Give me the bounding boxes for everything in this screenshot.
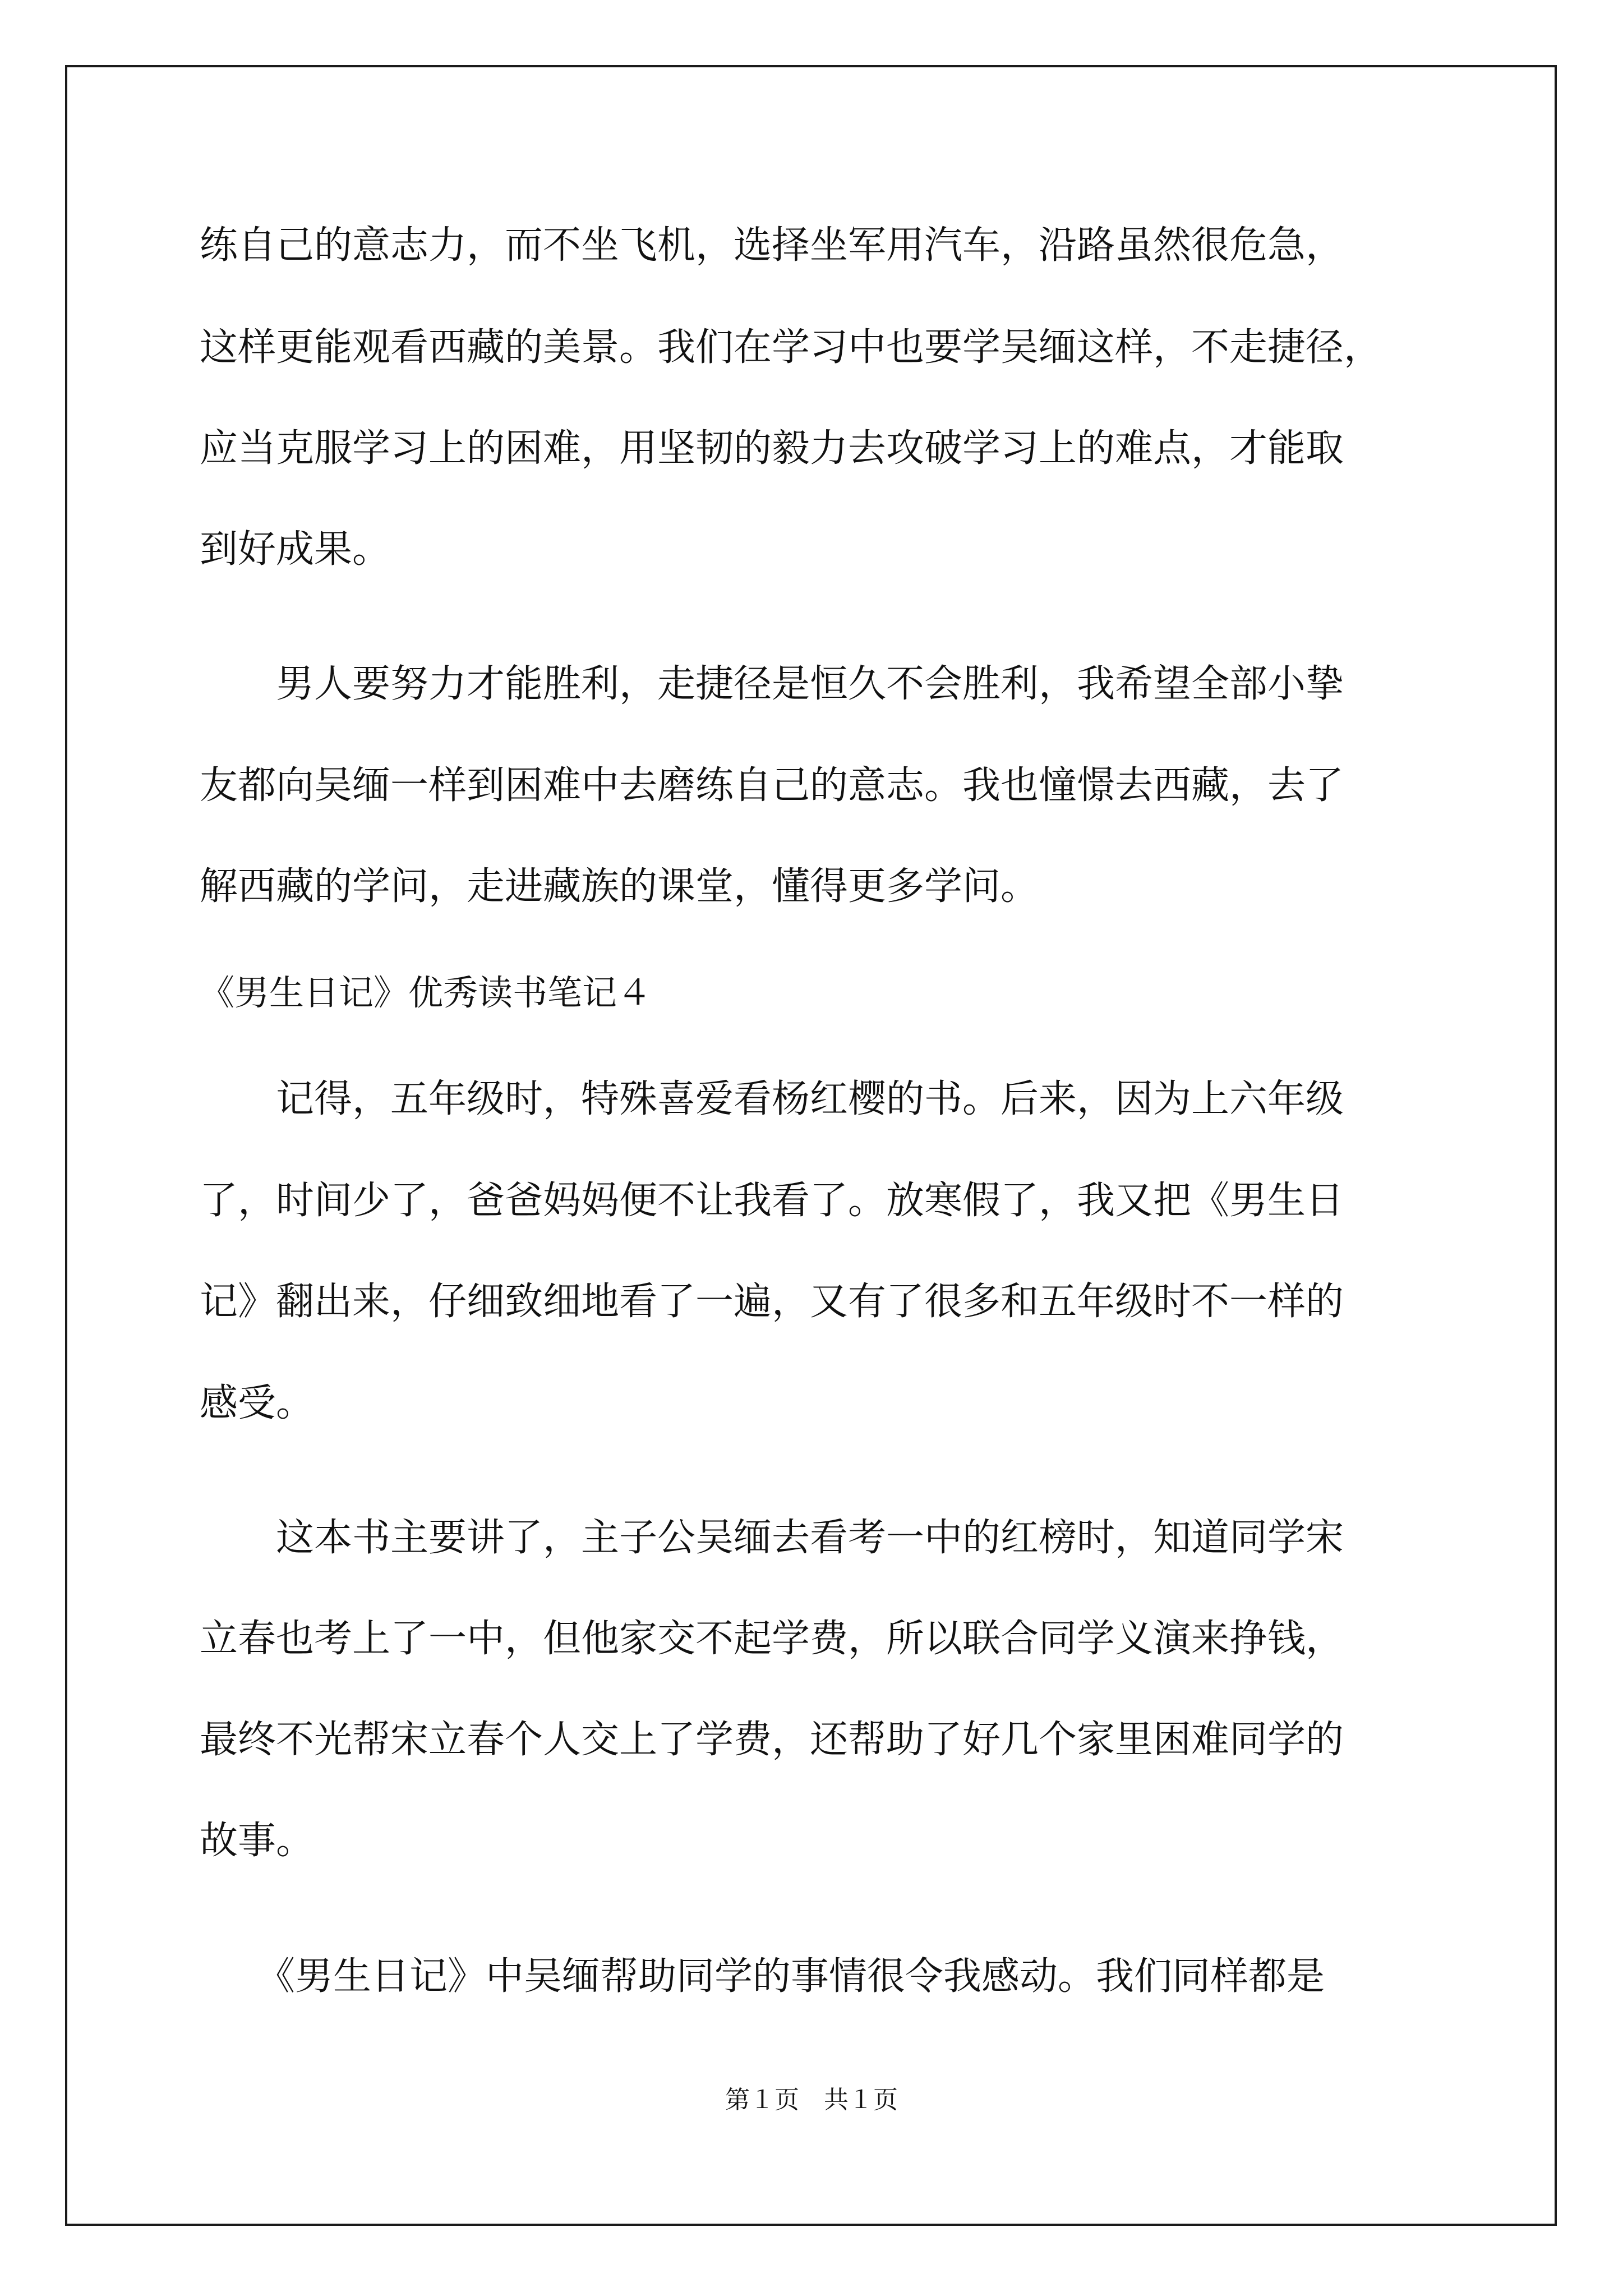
body-line: 了，时间少了，爸爸妈妈便不让我看了。放寒假了，我又把《男生日 [200, 1179, 1344, 1223]
body-line: 立春也考上了一中，但他家交不起学费，所以联合同学义演来挣钱， [200, 1617, 1344, 1661]
body-line: 这样更能观看西藏的美景。我们在学习中也要学吴缅这样，不走捷径， [200, 325, 1382, 370]
body-line: 练自己的意志力，而不坐飞机，选择坐军用汽车，沿路虽然很危急， [200, 223, 1344, 268]
body-line: 到好成果。 [200, 527, 391, 572]
body-line: 应当克服学习上的困难，用坚韧的毅力去攻破学习上的难点，才能取 [200, 426, 1344, 471]
body-line: 感受。 [200, 1381, 315, 1425]
body-line: 最终不光帮宋立春个人交上了学费，还帮助了好几个家里困难同学的 [200, 1718, 1344, 1762]
section-heading: 《男生日记》优秀读书笔记４ [200, 972, 652, 1013]
body-line: 记》翻出来，仔细致细地看了一遍，又有了很多和五年级时不一样的 [200, 1280, 1344, 1324]
body-line: 解西藏的学问，走进藏族的课堂，懂得更多学问。 [200, 864, 1039, 909]
body-line: 故事。 [200, 1819, 315, 1863]
body-line: 《男生日记》中吴缅帮助同学的事情很令我感动。我们同样都是 [200, 1954, 1325, 1999]
page-footer: 第１页 共１页 [725, 2086, 898, 2114]
body-line: 男人要努力才能胜利，走捷径是恒久不会胜利，我希望全部小挚 [200, 662, 1344, 706]
body-line: 友都向吴缅一样到困难中去磨练自己的意志。我也憧憬去西藏，去了 [200, 763, 1344, 808]
body-line: 这本书主要讲了，主子公吴缅去看考一中的红榜时，知道同学宋 [200, 1516, 1344, 1560]
page-border [65, 65, 1557, 2226]
body-line: 记得，五年级时，特殊喜爱看杨红樱的书。后来，因为上六年级 [200, 1077, 1344, 1121]
